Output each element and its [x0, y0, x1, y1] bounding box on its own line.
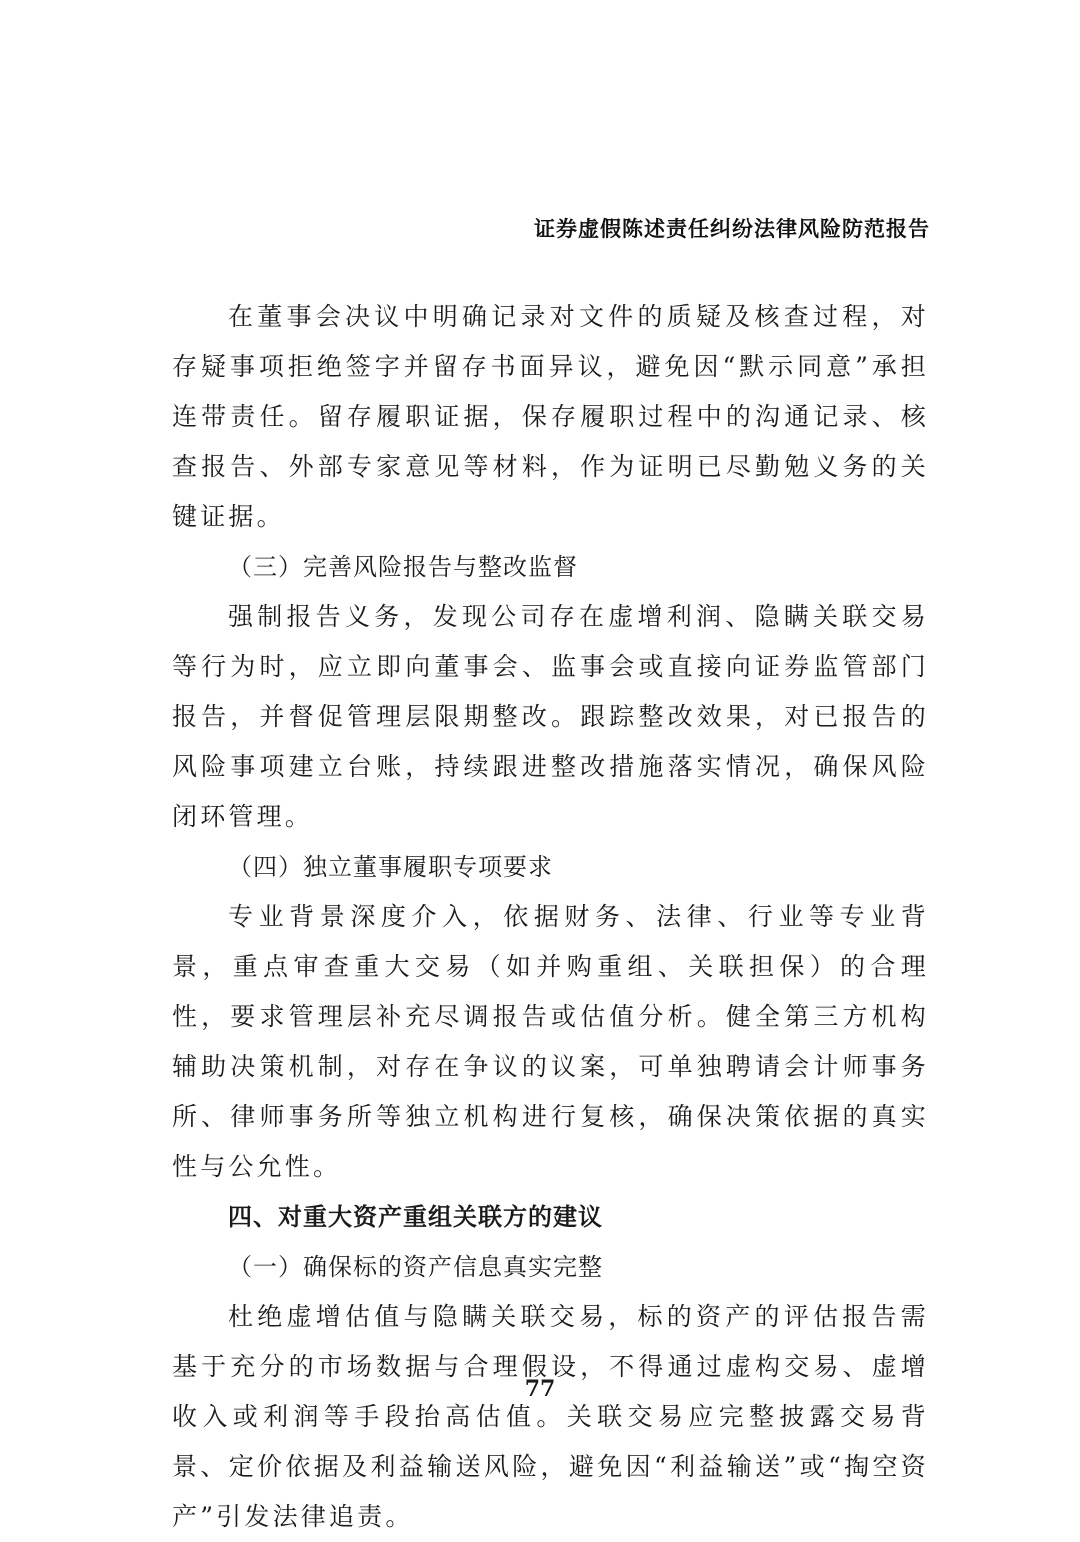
section-heading: （一）确保标的资产信息真实完整: [228, 1253, 603, 1281]
paragraph: 强制报告义务，发现公司存在虚增利润、隐瞒关联交易等行为时，应立即向董事会、监事会或直接向证券监管部门报告，并督促管理层限期整改。跟踪整改效果，对已报告的风险事项建立台账，持续跟进整改措施落实情况，确保风险闭环管理。: [172, 602, 929, 831]
page-number: 77: [524, 1376, 556, 1402]
running-header: 证券虚假陈述责任纠纷法律风险防范报告: [534, 217, 930, 241]
section-heading: （三）完善风险报告与整改监督: [228, 553, 578, 581]
paragraph: 专业背景深度介入，依据财务、法律、行业等专业背景，重点审查重大交易（如并购重组、关联担保）的合理性，要求管理层补充尽调报告或估值分析。健全第三方机构辅助决策机制，对存在争议的议案，可单独聘请会计师事务所、律师事务所等独立机构进行复核，确保决策依据的真实性与公允性。: [172, 902, 929, 1181]
body-content: [172, 292, 929, 1542]
paragraph: 在董事会决议中明确记录对文件的质疑及核查过程，对存疑事项拒绝签字并留存书面异议，避免因“默示同意”承担连带责任。留存履职证据，保存履职过程中的沟通记录、核查报告、外部专家意见等材料，作为证明已尽勤勉义务的关键证据。: [172, 302, 929, 531]
paragraph: 杜绝虚增估值与隐瞒关联交易，标的资产的评估报告需基于充分的市场数据与合理假设，不得通过虚构交易、虚增收入或利润等手段抬高估值。关联交易应完整披露交易背景、定价依据及利益输送风险，避免因“利益输送”或“掏空资产”引发法律追责。: [172, 1302, 929, 1531]
chapter-heading: 四、对重大资产重组关联方的建议: [228, 1203, 603, 1231]
section-heading: （四）独立董事履职专项要求: [228, 853, 553, 881]
